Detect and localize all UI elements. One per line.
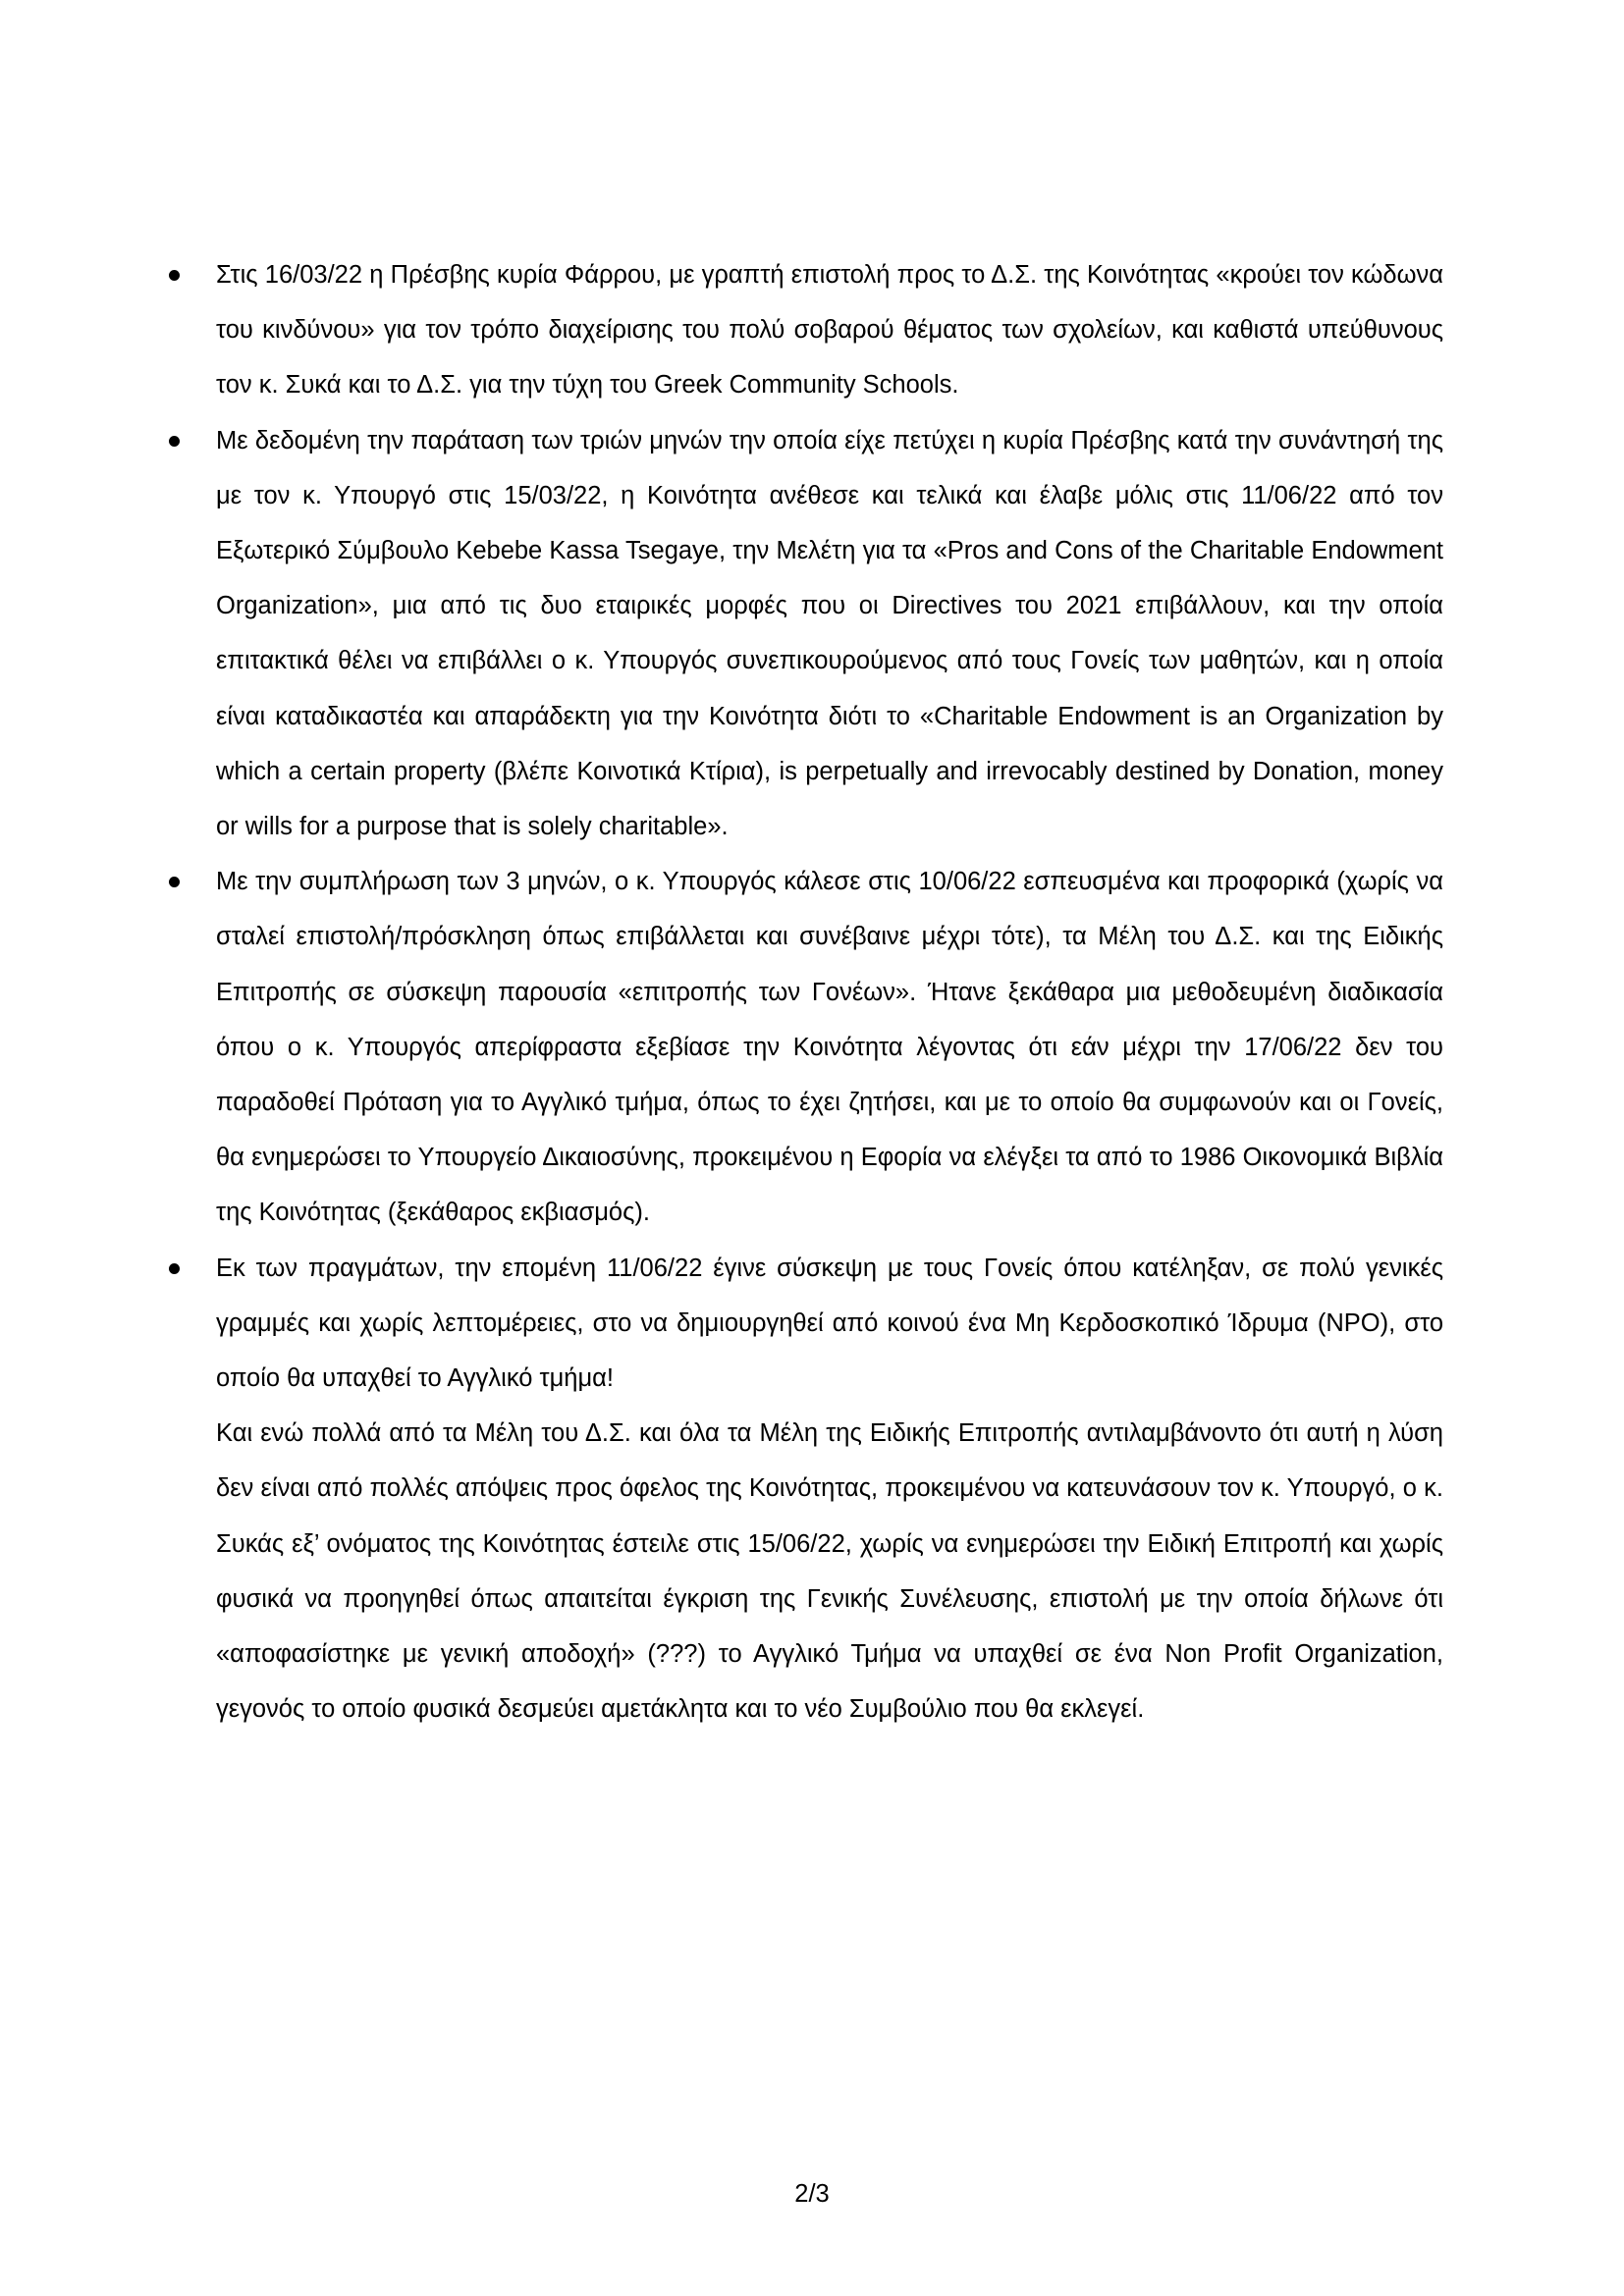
bullet-icon	[169, 1263, 180, 1274]
document-body	[167, 247, 1443, 1736]
page-number: 2/3	[794, 2180, 830, 2208]
bullet-list	[167, 247, 1443, 1736]
paragraph-continuation: Και ενώ πολλά από τα Μέλη του Δ.Σ. και όλα τα Μέλη της Ειδικής Επιτροπής αντιλαμβάνοντο ότι αυτή η λύση δεν είναι από πολλές απόψεις προς όφελος της Κοινότητας, προκειμένου να κατευνάσουν τον κ. Υπουργό, ο κ. Συκάς εξ’ ονόματος της Κοινότητας έστειλε στις 15/06/22, χωρίς να ενημερώσει την Ειδική Επιτροπή και χωρίς φυσικά να προηγηθεί όπως απαιτείται έγκριση της Γενικής Συνέλευσης, επιστολή με την οποία δήλωνε ότι «αποφασίστηκε με γενική αποδοχή» (???) το Αγγλικό Τμήμα να υπαχθεί σε ένα Non Profit Organization, γεγονός το οποίο φυσικά δεσμεύει αμετάκλητα και το νέο Συμβούλιο που θα εκλεγεί.	[216, 1419, 1443, 1724]
paragraph: Με την συμπλήρωση των 3 μηνών, ο κ. Υπουργός κάλεσε στις 10/06/22 εσπευσμένα και προφορικά (χωρίς να σταλεί επιστολή/πρόσκληση όπως επιβάλλεται και συνέβαινε μέχρι τότε), τα Μέλη του Δ.Σ. και της Ειδικής Επιτροπής σε σύσκεψη παρουσία «επιτροπής των Γονέων». Ήτανε ξεκάθαρα μια μεθοδευμένη διαδικασία όπου ο κ. Υπουργός απερίφραστα εξεβίασε την Κοινότητα λέγοντας ότι εάν μέχρι την 17/06/22 δεν του παραδοθεί Πρόταση για το Αγγλικό τμήμα, όπως το έχει ζητήσει, και με το οποίο θα συμφωνούν και οι Γονείς, θα ενημερώσει το Υπουργείο Δικαιοσύνης, προκειμένου η Εφορία να ελέγξει τα από το 1986 Οικονομικά Βιβλία της Κοινότητας (ξεκάθαρος εκβιασμός).	[216, 868, 1443, 1227]
bullet-icon	[169, 270, 180, 281]
bullet-item	[167, 854, 1443, 1240]
bullet-item	[167, 1241, 1443, 1737]
paragraph: Στις 16/03/22 η Πρέσβης κυρία Φάρρου, με γραπτή επιστολή προς το Δ.Σ. της Κοινότητας «κρούει τον κώδωνα του κινδύνου» για τον τρόπο διαχείρισης του πολύ σοβαρού θέματος των σχολείων, και καθιστά υπεύθυνους τον κ. Συκά και το Δ.Σ. για την τύχη του Greek Community Schools.	[216, 261, 1443, 400]
bullet-icon	[169, 436, 180, 447]
bullet-item	[167, 413, 1443, 855]
paragraph: Με δεδομένη την παράταση των τριών μηνών την οποία είχε πετύχει η κυρία Πρέσβης κατά την συνάντησή της με τον κ. Υπουργό στις 15/03/22, η Κοινότητα ανέθεσε και τελικά και έλαβε μόλις στις 11/06/22 από τον Εξωτερικό Σύμβουλο Kebebe Kassa Tsegaye, την Μελέτη για τα «Pros and Cons of the Charitable Endowment Organization», μια από τις δυο εταιρικές μορφές που οι Directives του 2021 επιβάλλουν, και την οποία επιτακτικά θέλει να επιβάλλει ο κ. Υπουργός συνεπικουρούμενος από τους Γονείς των μαθητών, και η οποία είναι καταδικαστέα και απαράδεκτη για την Κοινότητα διότι το «Charitable Endowment is an Organization by which a certain property (βλέπε Κοινοτικά Κτίρια), is perpetually and irrevocably destined by Donation, money or wills for a purpose that is solely charitable».	[216, 426, 1443, 841]
bullet-item	[167, 247, 1443, 413]
paragraph: Εκ των πραγμάτων, την επομένη 11/06/22 έγινε σύσκεψη με τους Γονείς όπου κατέληξαν, σε πολύ γενικές γραμμές και χωρίς λεπτομέρειες, στο να δημιουργηθεί από κοινού ένα Μη Κερδοσκοπικό Ίδρυμα (NPO), στο οποίο θα υπαχθεί το Αγγλικό τμήμα!	[216, 1254, 1443, 1393]
bullet-icon	[169, 877, 180, 887]
